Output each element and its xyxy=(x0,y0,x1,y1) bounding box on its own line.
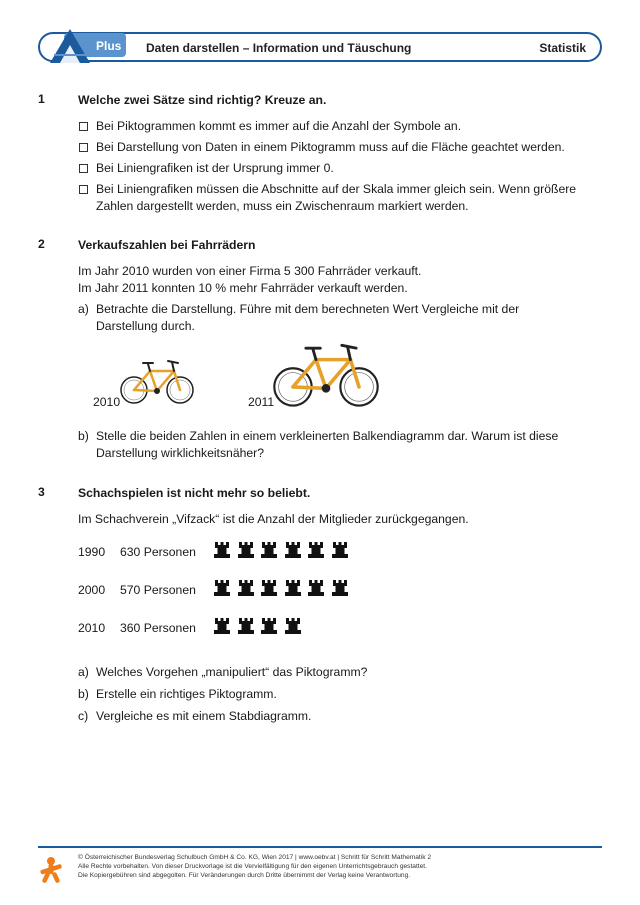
chess-rook-icon xyxy=(260,579,278,597)
row-2010-members: 360 Personen xyxy=(120,621,196,635)
checkbox-option-1[interactable] xyxy=(79,122,88,131)
task-3-intro: Im Schachverein „Vifzack“ ist die Anzahl der Mitglieder zurückgegangen. xyxy=(78,512,469,526)
bicycle-large-icon xyxy=(270,338,382,410)
footer-rights: Alle Rechte vorbehalten. Von dieser Druckvorlage ist die Vervielfältigung für den eigenen Unterrichtsgebrauch gestattet. xyxy=(78,863,427,870)
task-3a-text: Welches Vorgehen „manipuliert“ das Piktogramm? xyxy=(96,665,368,679)
pictogram-row-2000 xyxy=(213,579,349,597)
chess-rook-icon xyxy=(237,579,255,597)
task-2a-label: a) xyxy=(78,302,89,316)
chess-rook-icon xyxy=(213,541,231,559)
task-2-intro-line-1: Im Jahr 2010 wurden von einer Firma 5 300 Fahrräder verkauft. xyxy=(78,264,422,278)
logo-text: Plus xyxy=(96,39,122,53)
checkbox-option-3[interactable] xyxy=(79,164,88,173)
footer-fees: Die Kopiergebühren sind abgegolten. Für Veränderungen durch Dritte übernimmt der Verlag keine Verantwortung. xyxy=(78,872,411,879)
task-2b-text-line-2: Darstellung wirklichkeitsnäher? xyxy=(96,446,264,460)
chess-rook-icon xyxy=(284,579,302,597)
chess-rook-icon xyxy=(307,579,325,597)
task-3a-label: a) xyxy=(78,665,89,679)
chess-rook-icon xyxy=(307,541,325,559)
task-1-number: 1 xyxy=(38,92,45,106)
option-2-text: Bei Darstellung von Daten in einem Piktogramm muss auf die Fläche geachtet werden. xyxy=(96,140,565,154)
option-4-text-line-2: Zahlen dargestellt werden, muss ein Zwischenraum markiert werden. xyxy=(96,199,469,213)
task-1-title: Welche zwei Sätze sind richtig? Kreuze an. xyxy=(78,93,327,107)
pictogram-row-2010 xyxy=(213,617,302,635)
checkbox-option-4[interactable] xyxy=(79,185,88,194)
oebv-logo-icon xyxy=(38,856,64,884)
task-3c-label: c) xyxy=(78,709,89,723)
option-3-text: Bei Liniengrafiken ist der Ursprung immer 0. xyxy=(96,161,334,175)
row-2010-year: 2010 xyxy=(78,621,106,635)
chess-rook-icon xyxy=(237,541,255,559)
chess-rook-icon xyxy=(213,579,231,597)
bicycle-large-year: 2011 xyxy=(248,395,275,409)
page-title: Daten darstellen – Information und Täuschung xyxy=(146,41,412,55)
chess-rook-icon xyxy=(284,617,302,635)
option-1-text: Bei Piktogrammen kommt es immer auf die Anzahl der Symbole an. xyxy=(96,119,462,133)
task-2b-text-line-1: Stelle die beiden Zahlen in einem verkleinerten Balkendiagramm dar. Warum ist diese xyxy=(96,429,559,443)
chess-rook-icon xyxy=(331,579,349,597)
row-1990-year: 1990 xyxy=(78,545,106,559)
task-2a-text-line-2: Darstellung durch. xyxy=(96,319,195,333)
plus-logo xyxy=(46,27,128,65)
chess-rook-icon xyxy=(260,541,278,559)
chess-rook-icon xyxy=(284,541,302,559)
checkbox-option-2[interactable] xyxy=(79,143,88,152)
task-2-intro-line-2: Im Jahr 2011 konnten 10 % mehr Fahrräder verkauft werden. xyxy=(78,281,408,295)
chess-rook-icon xyxy=(260,617,278,635)
task-3c-text: Vergleiche es mit einem Stabdiagramm. xyxy=(96,709,312,723)
option-4-text-line-1: Bei Liniengrafiken müssen die Abschnitte auf der Skala immer gleich sein. Wenn größere xyxy=(96,182,577,196)
footer-divider xyxy=(38,846,602,848)
task-2b-label: b) xyxy=(78,429,89,443)
task-3-number: 3 xyxy=(38,485,45,499)
task-3b-text: Erstelle ein richtiges Piktogramm. xyxy=(96,687,277,701)
row-2000-members: 570 Personen xyxy=(120,583,196,597)
chess-rook-icon xyxy=(331,541,349,559)
task-2a-text-line-1: Betrachte die Darstellung. Führe mit dem berechneten Wert Vergleiche mit der xyxy=(96,302,520,316)
row-2000-year: 2000 xyxy=(78,583,106,597)
pictogram-row-1990 xyxy=(213,541,349,559)
chess-rook-icon xyxy=(213,617,231,635)
task-2-title: Verkaufszahlen bei Fahrrädern xyxy=(78,238,256,252)
row-1990-members: 630 Personen xyxy=(120,545,196,559)
bicycle-small-icon xyxy=(118,356,196,406)
bicycle-small-year: 2010 xyxy=(93,395,121,409)
task-2-number: 2 xyxy=(38,237,45,251)
subject-label: Statistik xyxy=(539,41,586,55)
chess-rook-icon xyxy=(237,617,255,635)
task-3-title: Schachspielen ist nicht mehr so beliebt. xyxy=(78,486,311,500)
task-3b-label: b) xyxy=(78,687,89,701)
footer-copyright: © Österreichischer Bundesverlag Schulbuch GmbH & Co. KG, Wien 2017 | www.oebv.at | Schritt für Schritt Mathematik 2 xyxy=(78,854,432,861)
